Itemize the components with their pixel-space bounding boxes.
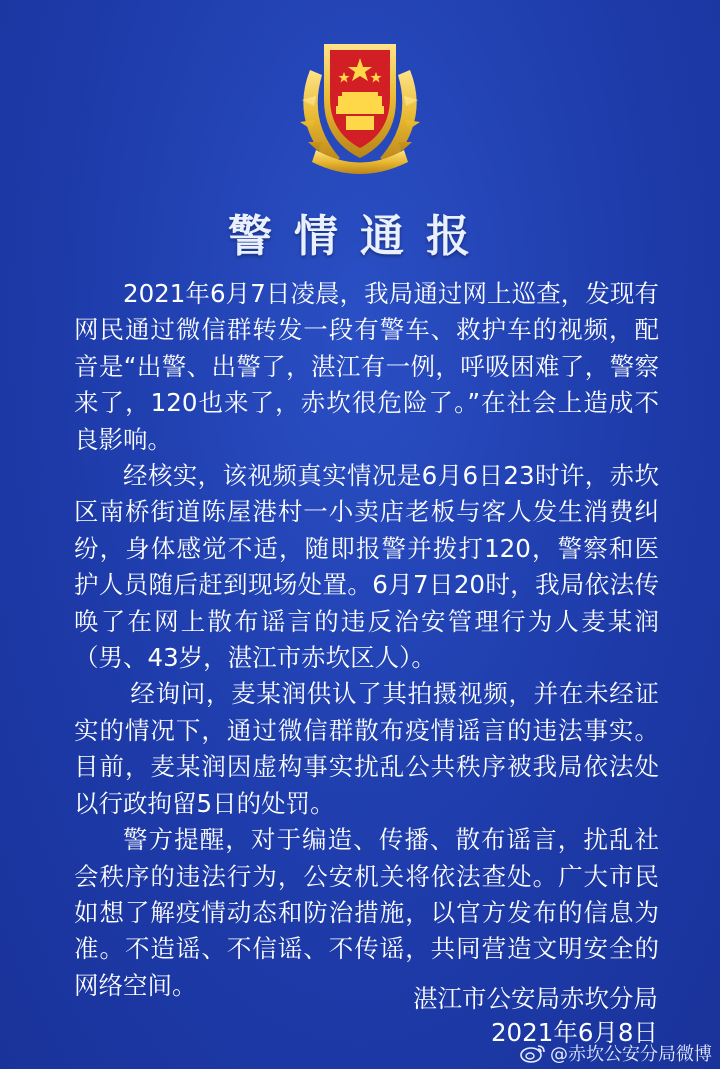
- paragraph-1: 2021年6月7日凌晨，我局通过网上巡查，发现有网民通过微信群转发一段有警车、救护车的视频，配音是“出警、出警了，湛江有一例，呼吸困难了，警察来了，120也来了，赤坎很危险了。”在社会上造成不良影响。: [74, 279, 659, 454]
- weibo-icon: [520, 1043, 546, 1063]
- paragraph-3: 经询问，麦某润供认了其拍摄视频，并在未经证实的情况下，通过微信群散布疫情谣言的违法事实。目前，麦某润因虚构事实扰乱公共秩序被我局依法处以行政拘留5日的处罚。: [74, 679, 659, 818]
- watermark-text: @赤坎公安分局微博: [550, 1044, 712, 1065]
- signature-org: 湛江市公安局赤坎分局: [413, 984, 658, 1013]
- paragraph-2: 经核实，该视频真实情况是6月6日23时许，赤坎区南桥街道陈屋港村一小卖店老板与客人发生消费纠纷，身体感觉不适，随即报警并拨打120，警察和医护人员随后赶到现场处置。6月7日20时，我局依法传唤了在网上散布谣言的违反治安管理行为人麦某润（男、43岁，湛江市赤坎区人）。: [74, 461, 659, 673]
- notice-title: 警情通报: [228, 211, 492, 262]
- signature-date: 2021年6月8日: [490, 1018, 658, 1047]
- police-emblem-icon: [280, 30, 440, 180]
- weibo-watermark: [520, 1040, 712, 1066]
- paragraph-4: 警方提醒，对于编造、传播、散布谣言，扰乱社会秩序的违法行为，公安机关将依法查处。广大市民如想了解疫情动态和防治措施，以官方发布的信息为准。不造谣、不信谣、不传谣，共同营造文明安全的网络空间。: [74, 825, 659, 1000]
- notice-body: [74, 276, 659, 1004]
